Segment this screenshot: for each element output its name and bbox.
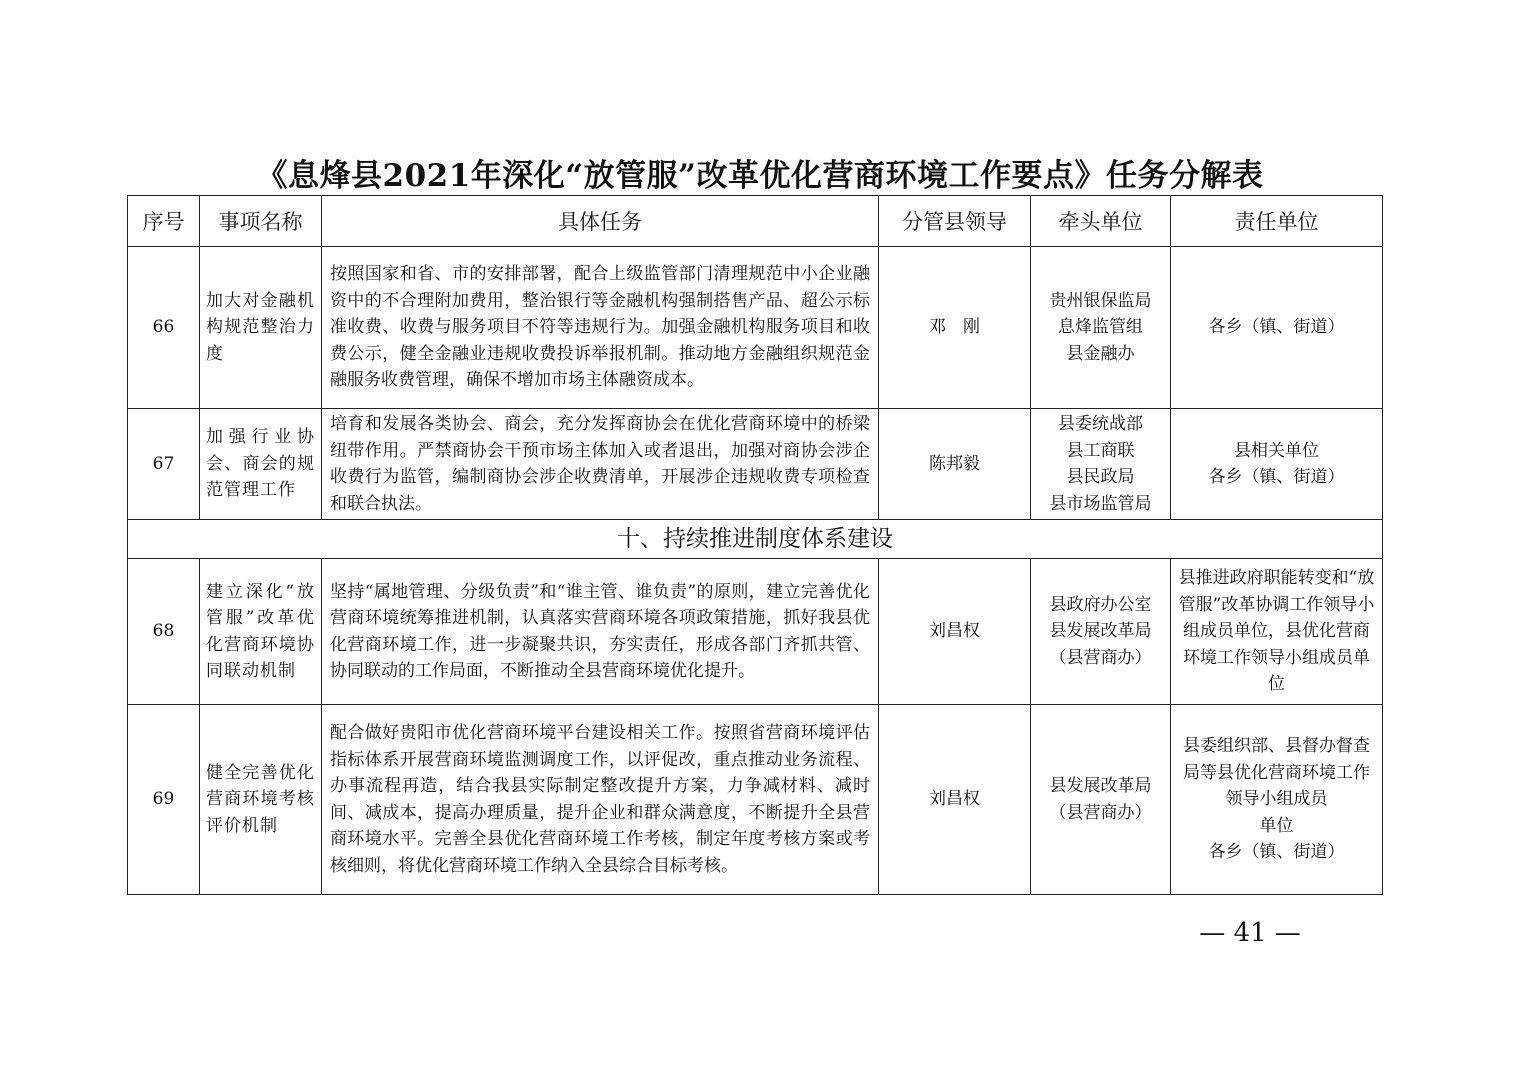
row-no: 68 bbox=[128, 559, 200, 705]
document-title: 《息烽县2021年深化“放管服”改革优化营商环境工作要点》任务分解表 bbox=[256, 158, 1264, 194]
row-lead-unit: 县政府办公室 县发展改革局 （县营商办） bbox=[1031, 559, 1171, 705]
table-row bbox=[128, 559, 1383, 705]
table-header-row bbox=[128, 196, 1383, 247]
table-row bbox=[128, 409, 1383, 520]
section-row bbox=[128, 520, 1383, 559]
row-leader: 陈邦毅 bbox=[879, 409, 1031, 520]
row-lead-unit: 贵州银保监局 息烽监管组 县金融办 bbox=[1031, 247, 1171, 409]
row-task: 坚持“属地管理、分级负责”和“谁主管、谁负责”的原则，建立完善优化营商环境统筹推进机制，认真落实营商环境各项政策措施，抓好我县优化营商环境工作，进一步凝聚共识，夯实责任，形成各部门齐抓共管、协同联动的工作局面，不断推动全县营商环境优化提升。 bbox=[322, 559, 879, 705]
header-item: 事项名称 bbox=[200, 196, 322, 247]
row-item: 加强行业协会、商会的规范管理工作 bbox=[200, 409, 322, 520]
row-leader: 刘昌权 bbox=[879, 705, 1031, 895]
header-no: 序号 bbox=[128, 196, 200, 247]
row-item: 加大对金融机构规范整治力度 bbox=[200, 247, 322, 409]
row-no: 67 bbox=[128, 409, 200, 520]
row-task: 按照国家和省、市的安排部署，配合上级监管部门清理规范中小企业融资中的不合理附加费用，整治银行等金融机构强制搭售产品、超公示标准收费、收费与服务项目不符等违规行为。加强金融机构服务项目和收费公示，健全金融业违规收费投诉举报机制。推动地方金融组织规范金融服务收费管理，确保不增加市场主体融资成本。 bbox=[322, 247, 879, 409]
row-leader: 邓 刚 bbox=[879, 247, 1031, 409]
row-item: 建立深化“放管服”改革优化营商环境协同联动机制 bbox=[200, 559, 322, 705]
task-table bbox=[127, 195, 1383, 895]
row-no: 66 bbox=[128, 247, 200, 409]
row-resp-unit: 各乡（镇、街道） bbox=[1171, 247, 1383, 409]
row-lead-unit: 县委统战部 县工商联 县民政局 县市场监管局 bbox=[1031, 409, 1171, 520]
row-item: 健全完善优化营商环境考核评价机制 bbox=[200, 705, 322, 895]
row-leader: 刘昌权 bbox=[879, 559, 1031, 705]
row-resp-unit: 县相关单位 各乡（镇、街道） bbox=[1171, 409, 1383, 520]
row-task: 培育和发展各类协会、商会，充分发挥商协会在优化营商环境中的桥梁纽带作用。严禁商协会干预市场主体加入或者退出，加强对商协会涉企收费行为监管，编制商协会涉企收费清单，开展涉企违规收费专项检查和联合执法。 bbox=[322, 409, 879, 520]
row-no: 69 bbox=[128, 705, 200, 895]
table-row bbox=[128, 247, 1383, 409]
header-lead-unit: 牵头单位 bbox=[1031, 196, 1171, 247]
row-resp-unit: 县推进政府职能转变和“放管服”改革协调工作领导小组成员单位，县优化营商环境工作领导小组成员单位 bbox=[1171, 559, 1383, 705]
row-task: 配合做好贵阳市优化营商环境平台建设相关工作。按照省营商环境评估指标体系开展营商环境监测调度工作，以评促改，重点推动业务流程、办事流程再造，结合我县实际制定整改提升方案，力争减材料、减时间、减成本，提高办理质量，提升企业和群众满意度，不断提升全县营商环境水平。完善全县优化营商环境工作考核，制定年度考核方案或考核细则，将优化营商环境工作纳入全县综合目标考核。 bbox=[322, 705, 879, 895]
header-task: 具体任务 bbox=[322, 196, 879, 247]
header-leader: 分管县领导 bbox=[879, 196, 1031, 247]
row-lead-unit: 县发展改革局 （县营商办） bbox=[1031, 705, 1171, 895]
table-row bbox=[128, 705, 1383, 895]
header-resp-unit: 责任单位 bbox=[1171, 196, 1383, 247]
row-resp-unit: 县委组织部、县督办督查局等县优化营商环境工作领导小组成员 单位 各乡（镇、街道） bbox=[1171, 705, 1383, 895]
page-number: — 41 — bbox=[1199, 918, 1301, 948]
section-heading: 十、持续推进制度体系建设 bbox=[128, 520, 1383, 559]
